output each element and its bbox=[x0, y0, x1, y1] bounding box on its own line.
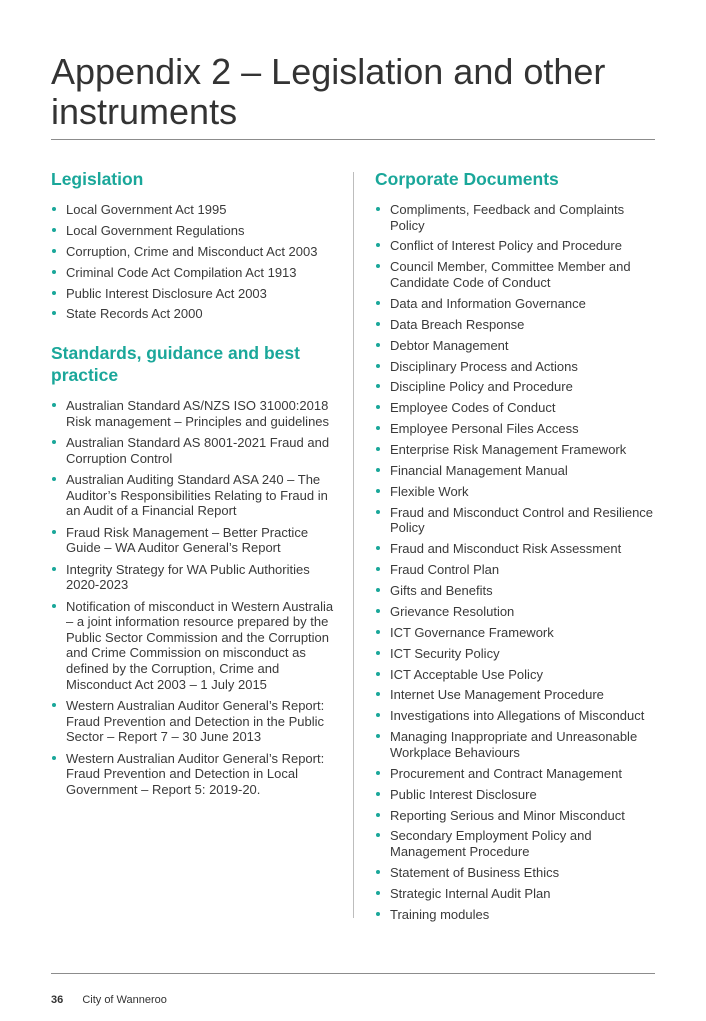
bullet-icon bbox=[52, 440, 56, 444]
bullet-icon bbox=[376, 405, 380, 409]
list-item bbox=[375, 886, 660, 902]
bullet-icon bbox=[376, 384, 380, 388]
bullet-icon bbox=[52, 228, 56, 232]
bullet-icon bbox=[376, 672, 380, 676]
bullet-icon bbox=[376, 301, 380, 305]
list-item-text: Investigations into Allegations of Misconduct bbox=[390, 708, 645, 724]
list-item bbox=[51, 286, 336, 302]
list-item bbox=[375, 463, 660, 479]
list-item bbox=[51, 472, 336, 519]
list-item bbox=[375, 583, 660, 599]
list-item bbox=[375, 505, 660, 536]
list-item bbox=[375, 766, 660, 782]
column-divider bbox=[353, 172, 354, 918]
footer bbox=[51, 993, 167, 1007]
bullet-icon bbox=[52, 291, 56, 295]
bullet-icon bbox=[52, 477, 56, 481]
list-item-text: Fraud and Misconduct Control and Resilience Policy bbox=[390, 504, 654, 536]
list-item bbox=[375, 541, 660, 557]
list-item bbox=[375, 907, 660, 923]
list-item-text: ICT Governance Framework bbox=[390, 624, 554, 640]
page-number: 36 bbox=[51, 994, 64, 1006]
list-item-text: Strategic Internal Audit Plan bbox=[390, 885, 551, 901]
list-item bbox=[375, 625, 660, 641]
list-item bbox=[375, 317, 660, 333]
list-item bbox=[375, 562, 660, 578]
bullet-icon bbox=[376, 322, 380, 326]
list-item-text: Debtor Management bbox=[390, 337, 509, 353]
footer-organisation: City of Wanneroo bbox=[82, 994, 167, 1006]
bullet-icon bbox=[376, 713, 380, 717]
list-item bbox=[375, 828, 660, 859]
standards-list bbox=[51, 398, 336, 797]
bullet-icon bbox=[376, 364, 380, 368]
page-title: Appendix 2 – Legislation and other instruments bbox=[51, 51, 606, 132]
bullet-icon bbox=[52, 756, 56, 760]
list-item-text: Flexible Work bbox=[390, 483, 469, 499]
bullet-icon bbox=[52, 249, 56, 253]
bullet-icon bbox=[52, 311, 56, 315]
list-item-text: Internet Use Management Procedure bbox=[390, 687, 604, 703]
bullet-icon bbox=[376, 609, 380, 613]
list-item bbox=[51, 306, 336, 322]
list-item bbox=[375, 359, 660, 375]
list-item-text: Australian Standard AS/NZS ISO 31000:2018 Risk management – Principles and guidelines bbox=[66, 398, 330, 429]
list-item bbox=[51, 525, 336, 556]
bullet-icon bbox=[376, 510, 380, 514]
bullet-icon bbox=[52, 270, 56, 274]
list-item-text: Local Government Regulations bbox=[66, 222, 245, 238]
list-item bbox=[375, 442, 660, 458]
bullet-icon bbox=[52, 530, 56, 534]
bullet-icon bbox=[376, 891, 380, 895]
bullet-icon bbox=[376, 630, 380, 634]
list-item bbox=[375, 646, 660, 662]
list-item-text: Disciplinary Process and Actions bbox=[390, 358, 578, 374]
bullet-icon bbox=[376, 833, 380, 837]
list-item-text: Data Breach Response bbox=[390, 316, 525, 332]
legislation-list bbox=[51, 202, 336, 322]
legislation-section bbox=[51, 168, 336, 322]
bullet-icon bbox=[376, 792, 380, 796]
bullet-icon bbox=[376, 343, 380, 347]
list-item-text: Managing Inappropriate and Unreasonable Workplace Behaviours bbox=[390, 729, 638, 760]
list-item bbox=[375, 808, 660, 824]
list-item-text: ICT Acceptable Use Policy bbox=[390, 666, 543, 682]
list-item-text: Fraud Risk Management – Better Practice Guide – WA Auditor General’s Report bbox=[66, 524, 309, 556]
list-item-text: Notification of misconduct in Western Australia – a joint information resource prepared by the Public Sector Commission and the Corruption and Crime Commission on misconduct as defined by the Corruption, Crime and Misconduct Act 2003 – 1 July 2015 bbox=[66, 598, 334, 692]
list-item bbox=[51, 223, 336, 239]
list-item bbox=[375, 379, 660, 395]
bullet-icon bbox=[376, 771, 380, 775]
list-item-text: Employee Personal Files Access bbox=[390, 421, 579, 437]
list-item bbox=[375, 400, 660, 416]
list-item-text: Criminal Code Act Compilation Act 1913 bbox=[66, 264, 297, 280]
list-item bbox=[51, 698, 336, 745]
bullet-icon bbox=[52, 207, 56, 211]
bullet-icon bbox=[376, 489, 380, 493]
list-item-text: Public Interest Disclosure bbox=[390, 786, 537, 802]
left-column bbox=[51, 168, 336, 803]
list-item-text: Discipline Policy and Procedure bbox=[390, 379, 573, 395]
list-item-text: Council Member, Committee Member and Candidate Code of Conduct bbox=[390, 259, 631, 290]
list-item bbox=[375, 202, 660, 233]
list-item bbox=[375, 604, 660, 620]
bullet-icon bbox=[52, 403, 56, 407]
list-item-text: Australian Standard AS 8001-2021 Fraud and Corruption Control bbox=[66, 435, 330, 466]
list-item-text: Conflict of Interest Policy and Procedure bbox=[390, 238, 622, 254]
bullet-icon bbox=[376, 734, 380, 738]
list-item bbox=[375, 484, 660, 500]
bullet-icon bbox=[376, 447, 380, 451]
list-item-text: Data and Information Governance bbox=[390, 295, 586, 311]
legislation-heading: Legislation bbox=[51, 169, 144, 189]
list-item-text: Fraud Control Plan bbox=[390, 562, 500, 578]
list-item bbox=[51, 751, 336, 798]
corporate-documents-list bbox=[375, 202, 660, 922]
list-item bbox=[375, 667, 660, 683]
list-item bbox=[51, 265, 336, 281]
list-item-text: Australian Auditing Standard ASA 240 – The Auditor’s Responsibilities Relating to Fraud in an Audit of a Financial Report bbox=[66, 472, 328, 519]
list-item-text: State Records Act 2000 bbox=[66, 306, 203, 322]
list-item-text: Compliments, Feedback and Complaints Policy bbox=[390, 202, 625, 233]
list-item bbox=[375, 421, 660, 437]
list-item-text: Secondary Employment Policy and Management Procedure bbox=[390, 828, 592, 860]
list-item-text: Western Australian Auditor General’s Report: Fraud Prevention and Detection in the Public Sector – Report 7 – 30 June 2013 bbox=[66, 697, 325, 745]
list-item-text: Procurement and Contract Management bbox=[390, 765, 622, 781]
list-item bbox=[51, 202, 336, 218]
list-item-text: Fraud and Misconduct Risk Assessment bbox=[390, 541, 622, 557]
list-item-text: Western Australian Auditor General’s Report: Fraud Prevention and Detection in Local Government – Report 5: 2019-20. bbox=[66, 750, 325, 797]
list-item bbox=[375, 729, 660, 760]
bullet-icon bbox=[376, 813, 380, 817]
list-item-text: Financial Management Manual bbox=[390, 462, 568, 478]
corporate-documents-heading: Corporate Documents bbox=[375, 169, 559, 189]
bullet-icon bbox=[376, 912, 380, 916]
bullet-icon bbox=[376, 243, 380, 247]
standards-heading: Standards, guidance and best practice bbox=[51, 343, 300, 386]
bullet-icon bbox=[52, 604, 56, 608]
list-item-text: Gifts and Benefits bbox=[390, 583, 493, 599]
footer-divider bbox=[51, 973, 655, 974]
list-item bbox=[51, 435, 336, 466]
list-item-text: Employee Codes of Conduct bbox=[390, 400, 556, 416]
bullet-icon bbox=[376, 692, 380, 696]
title-divider bbox=[51, 139, 655, 140]
bullet-icon bbox=[376, 264, 380, 268]
list-item-text: Enterprise Risk Management Framework bbox=[390, 442, 627, 458]
list-item bbox=[375, 708, 660, 724]
list-item-text: Statement of Business Ethics bbox=[390, 864, 560, 880]
list-item-text: Local Government Act 1995 bbox=[66, 202, 227, 217]
list-item bbox=[375, 259, 660, 290]
list-item-text: Corruption, Crime and Misconduct Act 2003 bbox=[66, 243, 318, 259]
bullet-icon bbox=[376, 468, 380, 472]
list-item bbox=[51, 398, 336, 429]
right-column bbox=[375, 168, 660, 928]
standards-section bbox=[51, 342, 336, 797]
list-item-text: ICT Security Policy bbox=[390, 645, 500, 661]
bullet-icon bbox=[376, 870, 380, 874]
list-item-text: Training modules bbox=[390, 906, 490, 922]
list-item bbox=[375, 787, 660, 803]
bullet-icon bbox=[376, 207, 380, 211]
list-item bbox=[51, 562, 336, 593]
list-item bbox=[375, 865, 660, 881]
list-item-text: Integrity Strategy for WA Public Authorities 2020-2023 bbox=[66, 561, 310, 593]
list-item bbox=[51, 244, 336, 260]
list-item-text: Reporting Serious and Minor Misconduct bbox=[390, 807, 625, 823]
list-item bbox=[375, 338, 660, 354]
bullet-icon bbox=[376, 426, 380, 430]
list-item-text: Grievance Resolution bbox=[390, 603, 515, 619]
bullet-icon bbox=[52, 703, 56, 707]
list-item bbox=[51, 599, 336, 693]
bullet-icon bbox=[376, 588, 380, 592]
corporate-documents-section bbox=[375, 168, 660, 922]
bullet-icon bbox=[376, 546, 380, 550]
bullet-icon bbox=[376, 651, 380, 655]
list-item bbox=[375, 238, 660, 254]
list-item bbox=[375, 687, 660, 703]
list-item bbox=[375, 296, 660, 312]
bullet-icon bbox=[376, 567, 380, 571]
list-item-text: Public Interest Disclosure Act 2003 bbox=[66, 285, 267, 301]
bullet-icon bbox=[52, 567, 56, 571]
